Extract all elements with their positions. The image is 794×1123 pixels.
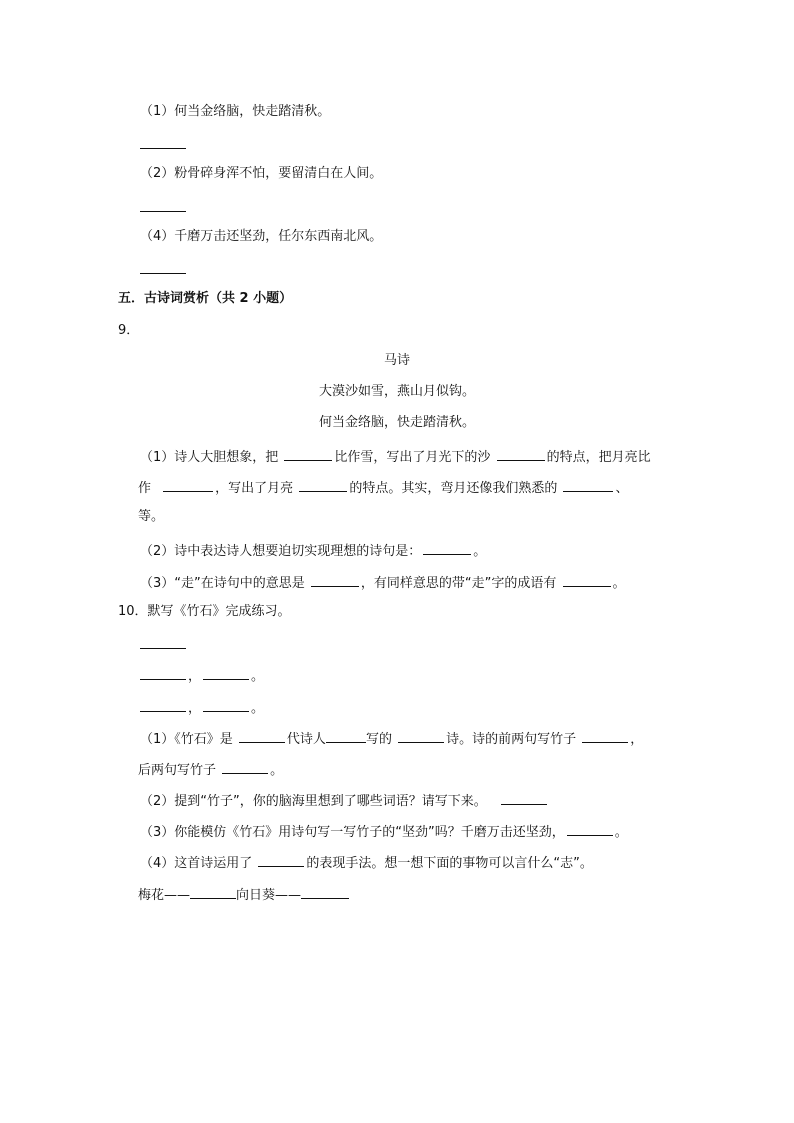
answer-item-4: （4）千磨万击还坚劲，任尔东西南北风。: [140, 229, 383, 244]
answer-blank[interactable]: [582, 728, 628, 743]
question-text: 比作雪，写出了月光下的沙: [334, 450, 491, 465]
poem-title: 马诗: [383, 353, 410, 368]
question-text: （4）这首诗运用了: [140, 856, 253, 871]
poem-recite-line: [140, 697, 264, 718]
question-text: 写的: [365, 732, 392, 747]
answer-blank[interactable]: [140, 148, 186, 149]
answer-blank[interactable]: [497, 446, 545, 461]
question-text: ，有同样意思的带“走”字的成语有: [360, 576, 557, 591]
question-text: 。: [614, 825, 628, 840]
answer-blank[interactable]: [239, 728, 285, 743]
answer-item-2: （2）粉骨碎身浑不怕，要留清白在人间。: [140, 166, 383, 181]
question-text: 向日葵——: [236, 888, 302, 903]
question-text: （1）《竹石》是: [140, 732, 233, 747]
answer-blank[interactable]: [299, 477, 347, 492]
q10-subquestion-3: [140, 821, 628, 842]
punctuation: ，: [188, 669, 202, 684]
question-text: （3）“走”在诗句中的意思是: [140, 576, 305, 591]
question-text: 。: [473, 544, 487, 559]
q10-subquestion-1-cont: [138, 759, 283, 780]
answer-blank[interactable]: [140, 211, 186, 212]
question-text: 。: [270, 763, 284, 778]
q10-subquestion-2: [140, 790, 549, 811]
answer-blank[interactable]: [190, 884, 236, 899]
question-text: 。: [612, 576, 626, 591]
question-text: 梅花——: [138, 888, 191, 903]
q9-subquestion-1-cont: [138, 477, 628, 498]
poem-recite-line: [140, 665, 264, 686]
answer-blank[interactable]: [326, 728, 366, 743]
answer-blank[interactable]: [563, 477, 613, 492]
answer-blank[interactable]: [563, 572, 611, 587]
question-text: （2）提到“竹子”，你的脑海里想到了哪些词语？请写下来。: [140, 794, 487, 809]
answer-blank[interactable]: [567, 821, 613, 836]
punctuation: 。: [251, 701, 265, 716]
answer-blank[interactable]: [398, 728, 444, 743]
answer-item-1: （1）何当金络脑，快走踏清秋。: [140, 104, 331, 119]
punctuation: 。: [251, 669, 265, 684]
section-title: 五．古诗词赏析（共 2 小题）: [118, 291, 293, 306]
question-text: 的表现手法。想一想下面的事物可以言什么“志”。: [306, 856, 593, 871]
answer-blank[interactable]: [140, 273, 186, 274]
question-text: 的特点，把月亮比: [546, 450, 651, 465]
answer-blank[interactable]: [311, 572, 359, 587]
answer-blank[interactable]: [222, 759, 268, 774]
answer-blank[interactable]: [301, 884, 349, 899]
question-text: ，: [630, 732, 644, 747]
question-text: ，写出了月亮: [215, 481, 294, 496]
answer-blank[interactable]: [140, 697, 186, 712]
poem-line: 大漠沙如雪，燕山月似钩。: [318, 384, 475, 399]
q9-subquestion-2: [140, 540, 486, 561]
answer-blank[interactable]: [423, 540, 471, 555]
answer-blank[interactable]: [258, 852, 304, 867]
question-text: 作: [138, 481, 152, 496]
question-text: 、: [615, 481, 629, 496]
answer-blank[interactable]: [284, 446, 332, 461]
question-title: 10．默写《竹石》完成练习。: [118, 604, 291, 619]
q9-subquestion-1: [140, 446, 651, 467]
answer-blank[interactable]: [163, 477, 213, 492]
q10-symbol-row: [138, 884, 349, 905]
question-text: 的特点。其实，弯月还像我们熟悉的: [349, 481, 558, 496]
question-text: 后两句写竹子: [138, 763, 217, 778]
question-text: （1）诗人大胆想象，把: [140, 450, 279, 465]
question-text: 代诗人: [286, 732, 326, 747]
answer-blank[interactable]: [140, 665, 186, 680]
question-number: 9．: [118, 323, 140, 338]
answer-blank[interactable]: [501, 790, 547, 805]
answer-blank[interactable]: [203, 697, 249, 712]
question-text: （3）你能模仿《竹石》用诗句写一写竹子的“坚劲”吗？千磨万击还坚劲，: [140, 825, 565, 840]
answer-blank[interactable]: [140, 648, 186, 649]
question-text: （2）诗中表达诗人想要迫切实现理想的诗句是：: [140, 544, 422, 559]
question-text: 诗。诗的前两句写竹子: [446, 732, 577, 747]
q10-subquestion-1: [140, 728, 643, 749]
q9-subquestion-3: [140, 572, 626, 593]
question-text: 等。: [138, 509, 165, 524]
punctuation: ，: [188, 701, 202, 716]
poem-line: 何当金络脑，快走踏清秋。: [318, 415, 475, 430]
answer-blank[interactable]: [203, 665, 249, 680]
q10-subquestion-4: [140, 852, 593, 873]
